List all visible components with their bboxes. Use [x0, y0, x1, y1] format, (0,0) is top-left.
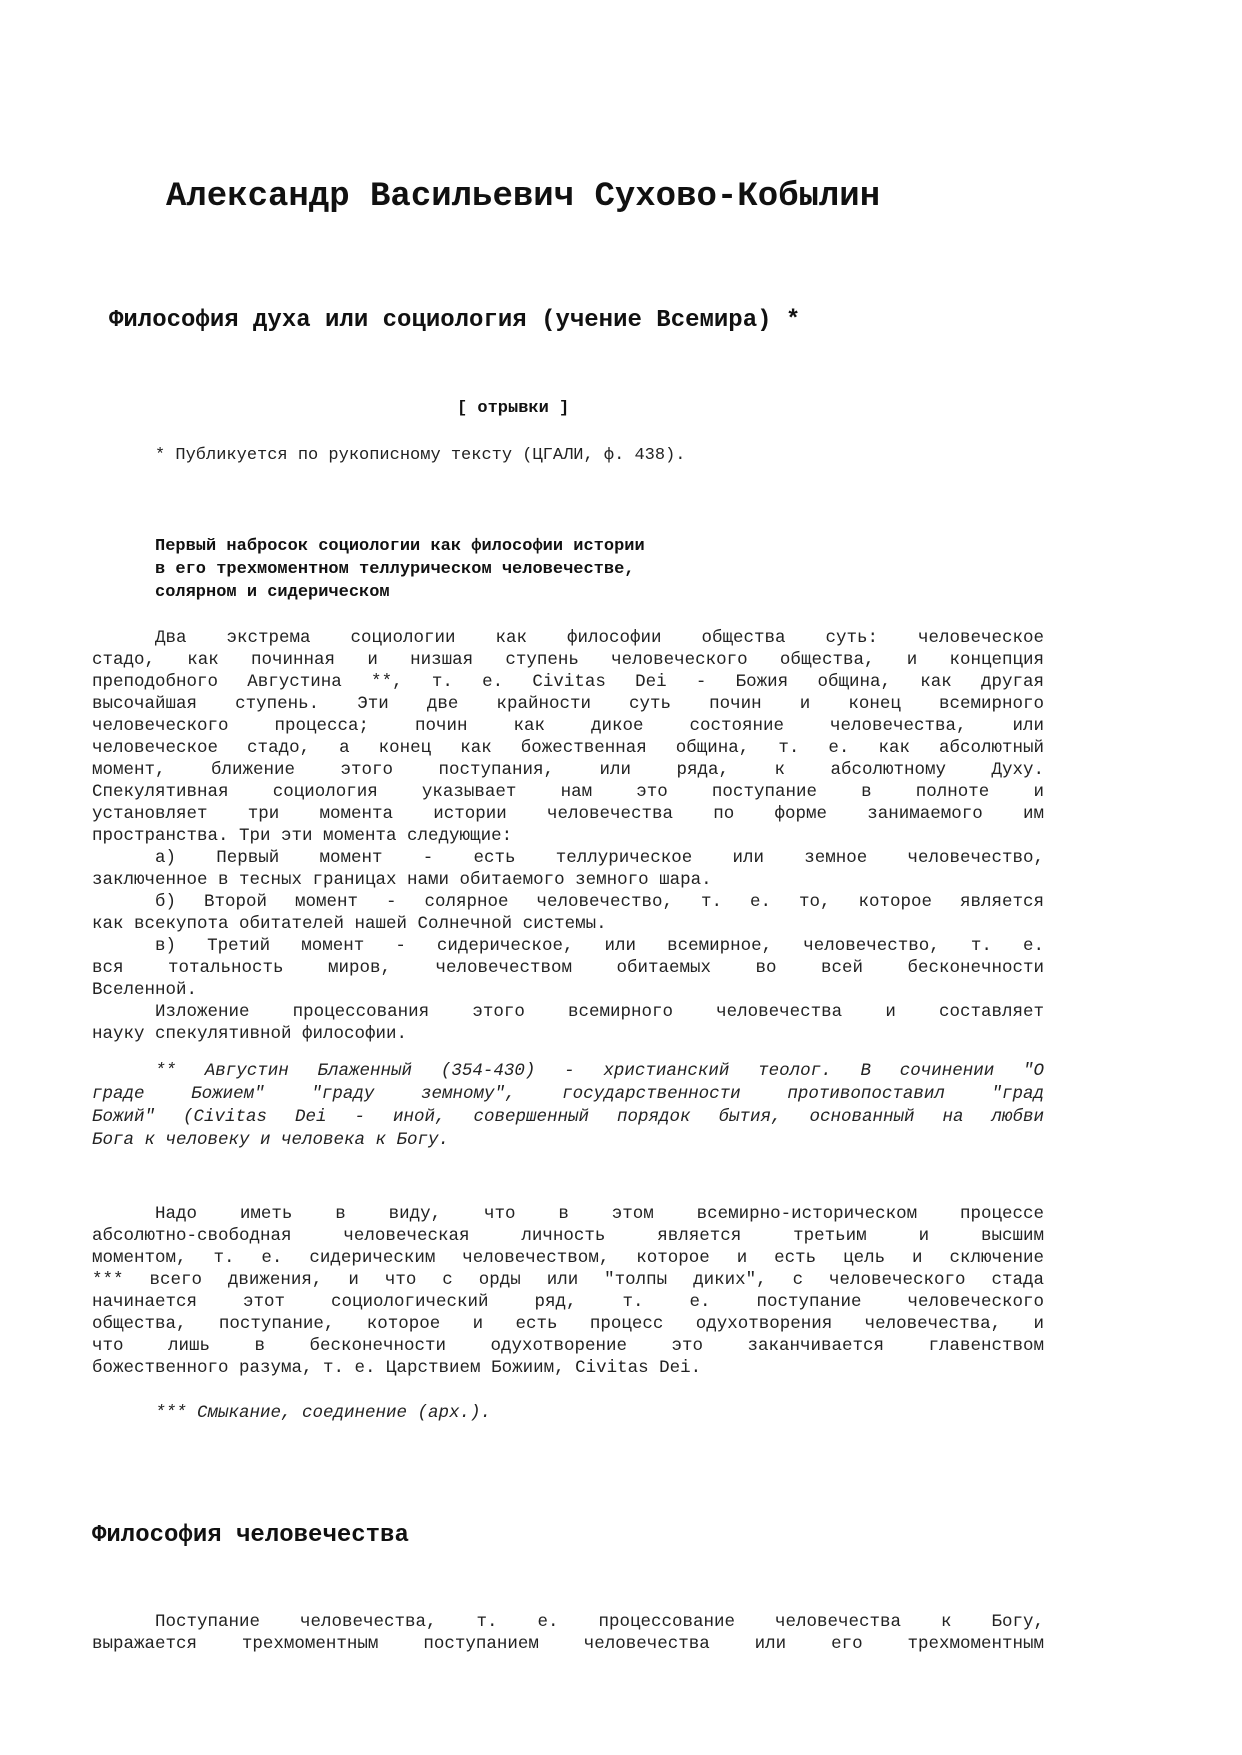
text-line: Изложение процессования этого всемирного человечества и составляет [155, 1002, 1044, 1022]
work-title: Философия духа или социология (учение Всемира) * [109, 307, 801, 334]
text-line: Надо иметь в виду, что в этом всемирно-историческом процессе [155, 1204, 1044, 1224]
text-line: человеческое стадо, а конец как божественная община, т. е. как абсолютный [92, 738, 1044, 758]
paragraph-humanity [92, 1611, 1044, 1655]
footnote-augustine [92, 1060, 1044, 1152]
footnote-line: ** Августин Блаженный (354-430) - христианский теолог. В сочинении "О [155, 1061, 1044, 1081]
publication-note: * Публикуется по рукописному тексту (ЦГАЛИ, ф. 438). [155, 446, 686, 465]
text-line: что лишь в бесконечности одухотворение это заканчивается главенством [92, 1336, 1044, 1356]
text-line: Вселенной. [92, 980, 198, 1000]
text-line: общества, поступание, которое и есть процесс одухотворения человечества, и [92, 1314, 1044, 1334]
paragraph-personality [92, 1203, 1044, 1379]
footnote-line: Бога к человеку и человека к Богу. [92, 1130, 450, 1150]
text-line: абсолютно-свободная человеческая личность является третьим и высшим [92, 1226, 1044, 1246]
text-line: *** всего движения, и что с орды или "толпы диких", с человеческого стада [92, 1270, 1044, 1290]
text-line: высочайшая ступень. Эти две крайности суть почин и конец всемирного [92, 694, 1044, 714]
text-line: божественного разума, т. е. Царствием Божиим, Civitas Dei. [92, 1358, 702, 1378]
text-line: моментом, т. е. сидерическим человечеством, которое и есть цель и сключение [92, 1248, 1044, 1268]
author-name: Александр Васильевич Сухово-Кобылин [166, 178, 881, 216]
text-line: пространства. Три эти момента следующие: [92, 826, 513, 846]
subheading-line: Первый набросок социологии как философии истории [155, 537, 645, 556]
text-line: как всекупота обитателей нашей Солнечной системы. [92, 914, 607, 934]
footnote-skluchenie [92, 1402, 1044, 1425]
text-line: преподобного Августина **, т. е. Civitas Dei - Божия община, как другая [92, 672, 1044, 692]
text-line: Два экстрема социологии как философии общества суть: человеческое [155, 628, 1044, 648]
list-item-a: а) Первый момент - есть теллурическое или земное человечество, [155, 848, 1044, 868]
footnote-line: Божий" (Civitas Dei - иной, совершенный порядок бытия, основанный на любви [92, 1107, 1044, 1127]
footnote-line: граде Божием" "граду земному", государственности противопоставил "град [92, 1084, 1044, 1104]
text-line: установляет три момента истории человечества по форме занимаемого им [92, 804, 1044, 824]
text-line: начинается этот социологический ряд, т. е. поступание человеческого [92, 1292, 1044, 1312]
excerpt-label: [ отрывки ] [457, 399, 570, 418]
text-line: вся тотальность миров, человечеством обитаемых во всей бесконечности [92, 958, 1044, 978]
subheading-line: в его трехмоментном теллурическом человечестве, [155, 560, 635, 579]
text-line: выражается трехмоментным поступанием человечества или его трехмоментным [92, 1634, 1044, 1654]
section-title: Философия человечества [92, 1522, 409, 1549]
text-line: момент, ближение этого поступания, или ряда, к абсолютному Духу. [92, 760, 1044, 780]
list-item-b: б) Второй момент - солярное человечество, т. е. то, которое является [155, 892, 1044, 912]
footnote-line: *** Смыкание, соединение (арх.). [155, 1403, 492, 1423]
paragraph-extremes [92, 627, 1044, 1045]
subheading-line: солярном и сидерическом [155, 583, 390, 602]
text-line: Поступание человечества, т. е. процессование человечества к Богу, [155, 1612, 1044, 1632]
list-item-c: в) Третий момент - сидерическое, или всемирное, человечество, т. е. [155, 936, 1044, 956]
text-line: Спекулятивная социология указывает нам это поступание в полноте и [92, 782, 1044, 802]
text-line: науку спекулятивной философии. [92, 1024, 408, 1044]
text-line: человеческого процесса; почин как дикое состояние человечества, или [92, 716, 1044, 736]
text-line: заключенное в тесных границах нами обитаемого земного шара. [92, 870, 712, 890]
text-line: стадо, как починная и низшая ступень человеческого общества, и концепция [92, 650, 1044, 670]
section-subheading [155, 535, 645, 604]
